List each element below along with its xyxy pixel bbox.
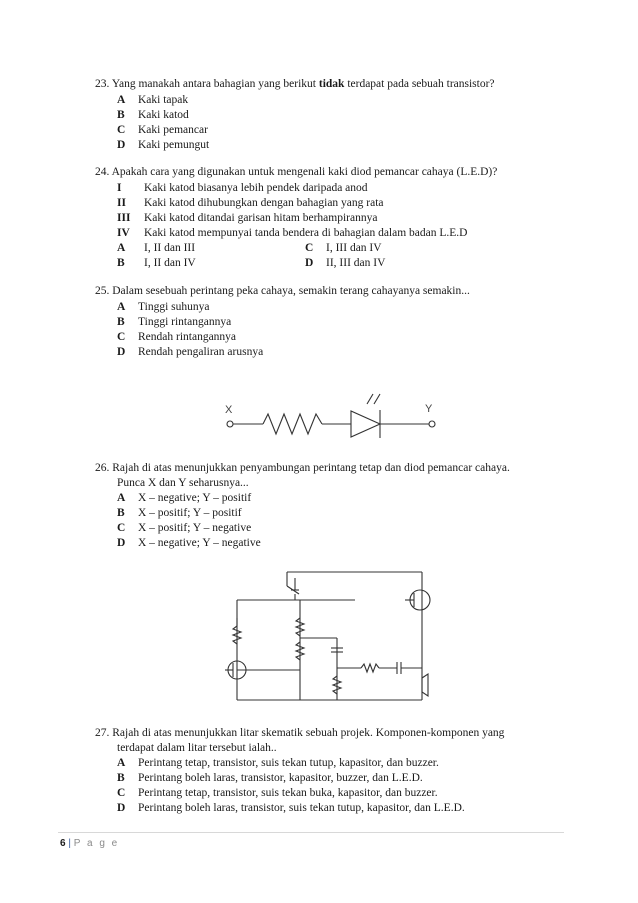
q24-statement-iii-label: III bbox=[117, 212, 131, 224]
q25-option-d-text: Rendah pengaliran arusnya bbox=[138, 346, 264, 358]
q27-option-d-text: Perintang boleh laras, transistor, suis tekan tutup, kapasitor, dan L.E.D. bbox=[138, 802, 465, 814]
q25-option-b-label: B bbox=[117, 316, 125, 328]
terminal-x bbox=[227, 421, 233, 427]
q24-number: 24. bbox=[95, 166, 110, 178]
q25-stem bbox=[95, 285, 470, 297]
q27-option-a-text: Perintang tetap, transistor, suis tekan tutup, kapasitor, dan buzzer. bbox=[138, 757, 439, 769]
circuit-schematic-diagram bbox=[225, 560, 440, 710]
terminal-y bbox=[429, 421, 435, 427]
led-symbol bbox=[351, 411, 380, 437]
q26-number: 26. bbox=[95, 462, 110, 474]
q25-text: Dalam sesebuah perintang peka cahaya, semakin terang cahayanya semakin... bbox=[112, 285, 470, 297]
q23-number: 23. bbox=[95, 78, 110, 90]
q24-statement-iii-text: Kaki katod ditandai garisan hitam berhampirannya bbox=[144, 212, 378, 224]
q24-option-b-label: B bbox=[117, 257, 125, 269]
q27-option-b-text: Perintang boleh laras, transistor, kapasitor, buzzer, dan L.E.D. bbox=[138, 772, 423, 784]
q26-stem-line1 bbox=[95, 462, 510, 474]
q24-text: Apakah cara yang digunakan untuk mengenali kaki diod pemancar cahaya (L.E.D)? bbox=[111, 166, 498, 178]
footer-divider bbox=[58, 832, 564, 833]
q26-option-b-text: X – positif; Y – positif bbox=[138, 507, 242, 519]
q24-statement-i-label: I bbox=[117, 182, 122, 194]
q27-line1: Rajah di atas menunjukkan litar skematik sebuah projek. Komponen-komponen yang bbox=[112, 727, 505, 739]
q24-stem bbox=[95, 166, 497, 178]
q23-option-c-text: Kaki pemancar bbox=[138, 124, 208, 136]
q23-text-before: Yang manakah antara bahagian yang berikut bbox=[111, 78, 316, 90]
q25-option-a-text: Tinggi suhunya bbox=[138, 301, 210, 313]
q26-option-a-label: A bbox=[117, 492, 126, 504]
q23-option-b-text: Kaki katod bbox=[138, 109, 189, 121]
q26-option-c-text: X – positif; Y – negative bbox=[138, 522, 252, 534]
q23-option-b-label: B bbox=[117, 109, 125, 121]
footer-separator: | bbox=[68, 838, 71, 849]
q27-option-c-label: C bbox=[117, 787, 126, 799]
resistor-horizontal bbox=[361, 664, 379, 672]
q26-option-d-text: X – negative; Y – negative bbox=[138, 537, 261, 549]
q27-number: 27. bbox=[95, 727, 110, 739]
q26-option-a-text: X – negative; Y – positif bbox=[138, 492, 252, 504]
page-footer bbox=[60, 838, 119, 849]
q27-option-c-text: Perintang tetap, transistor, suis tekan buka, kapasitor, dan buzzer. bbox=[138, 787, 438, 799]
q26-option-c-label: C bbox=[117, 522, 126, 534]
buzzer-symbol bbox=[422, 674, 428, 696]
push-switch-symbol bbox=[287, 572, 299, 600]
q27-option-a-label: A bbox=[117, 757, 126, 769]
q26-line1: Rajah di atas menunjukkan penyambungan perintang tetap dan diod pemancar cahaya. bbox=[112, 462, 510, 474]
q26-line2: Punca X dan Y seharusnya... bbox=[117, 477, 249, 489]
q26-option-d-label: D bbox=[117, 537, 126, 549]
q24-option-c-text: I, III dan IV bbox=[326, 242, 382, 254]
q25-option-c-text: Rendah rintangannya bbox=[138, 331, 237, 343]
q23-option-c-label: C bbox=[117, 124, 126, 136]
q23-option-d-label: D bbox=[117, 139, 126, 151]
q27-option-d-label: D bbox=[117, 802, 126, 814]
q26-option-b-label: B bbox=[117, 507, 125, 519]
q24-statement-ii-text: Kaki katod dihubungkan dengan bahagian yang rata bbox=[144, 197, 384, 209]
light-ray-1 bbox=[367, 394, 373, 404]
q24-option-b-text: I, II dan IV bbox=[144, 257, 196, 269]
resistor-symbol bbox=[263, 414, 322, 434]
q27-option-b-label: B bbox=[117, 772, 125, 784]
q24-statement-i-text: Kaki katod biasanya lebih pendek daripada anod bbox=[144, 182, 368, 194]
terminal-x-label: X bbox=[225, 404, 233, 416]
q24-statement-iv-label: IV bbox=[117, 227, 130, 239]
resistor-led-diagram bbox=[215, 380, 445, 440]
q24-option-a-text: I, II dan III bbox=[144, 242, 196, 254]
q23-stem bbox=[95, 78, 495, 90]
q27-line2: terdapat dalam litar tersebut ialah.. bbox=[117, 742, 277, 754]
page-word: P a g e bbox=[73, 838, 120, 849]
q24-statement-iv-text: Kaki katod mempunyai tanda bendera di bahagian dalam badan L.E.D bbox=[144, 227, 468, 239]
q24-option-a-label: A bbox=[117, 242, 126, 254]
q24-option-d-text: II, III dan IV bbox=[326, 257, 386, 269]
page-number: 6 bbox=[60, 838, 66, 849]
q23-text-after: terdapat pada sebuah transistor? bbox=[347, 78, 495, 90]
q25-option-c-label: C bbox=[117, 331, 126, 343]
q24-statement-ii-label: II bbox=[117, 197, 126, 209]
q23-emphasis: tidak bbox=[318, 78, 345, 90]
terminal-y-label: Y bbox=[425, 403, 433, 415]
light-ray-2 bbox=[374, 394, 380, 404]
q24-option-c-label: C bbox=[305, 242, 314, 254]
q27-stem-line1 bbox=[95, 727, 504, 739]
q25-option-b-text: Tinggi rintangannya bbox=[138, 316, 232, 328]
q25-option-d-label: D bbox=[117, 346, 126, 358]
q25-option-a-label: A bbox=[117, 301, 126, 313]
q23-option-a-text: Kaki tapak bbox=[138, 94, 189, 106]
q24-option-d-label: D bbox=[305, 257, 314, 269]
q23-option-d-text: Kaki pemungut bbox=[138, 139, 210, 151]
q25-number: 25. bbox=[95, 285, 110, 297]
q23-option-a-label: A bbox=[117, 94, 126, 106]
